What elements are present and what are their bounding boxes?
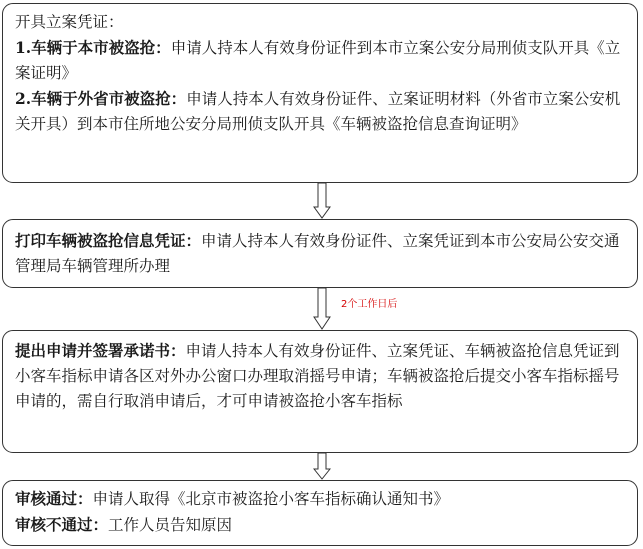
step-title: 开具立案凭证： [15,13,124,31]
step-item-other-province-theft [15,86,627,137]
step-body [15,338,627,414]
review-label: 审核不通过： [15,515,109,534]
review-text: 工作人员告知原因 [108,516,233,534]
step-text: 申请人持本人有效身份证件、立案凭证、车辆被盗抢信息凭证到小客车指标申请各区对外办公窗口办理取消摇号申请；车辆被盗抢后提交小客车指标摇号申请的，需自行取消申请后，才可申请被盗抢小客车指标 [15,342,620,410]
item-label: 2.车辆于外省市被盗抢： [15,89,187,108]
step-print-theft-info-certificate [2,219,638,288]
step-submit-application-and-pledge [2,330,638,453]
review-label: 审核通过： [15,489,93,508]
step-item-local-theft [15,35,627,86]
step-label: 打印车辆被盗抢信息凭证： [15,231,202,250]
review-passed [15,486,627,512]
item-label: 1.车辆于本市被盗抢： [15,38,171,57]
step-open-case-certificate [2,3,638,183]
step-label: 提出申请并签署承诺书： [15,341,186,360]
flow-arrow-down-icon [313,183,331,219]
step-text: 申请人持本人有效身份证件、立案凭证到本市公安局公安交通管理局车辆管理所办理 [15,232,620,275]
arrow-note: 2个工作日后 [341,299,398,310]
step-review-result [2,480,638,546]
review-failed [15,512,627,538]
item-text: 申请人持本人有效身份证件到本市立案公安分局刑侦支队开具《立案证明》 [15,39,621,82]
flow-arrow-down-icon [313,453,331,480]
flow-arrow-down-icon [313,288,331,330]
step-body [15,228,627,279]
item-text: 申请人持本人有效身份证件、立案证明材料（外省市立案公安机关开具）到本市住所地公安分局刑侦支队开具《车辆被盗抢信息查询证明》 [15,90,621,133]
review-text: 申请人取得《北京市被盗抢小客车指标确认通知书》 [92,490,450,508]
